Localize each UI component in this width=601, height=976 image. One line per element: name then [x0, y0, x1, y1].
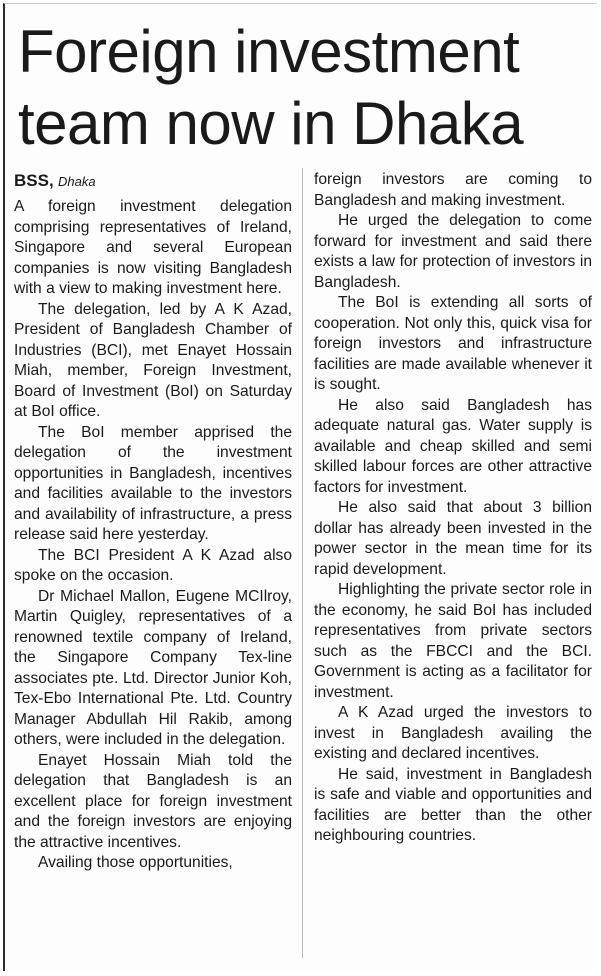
column-divider — [302, 168, 303, 958]
article-column-left — [14, 170, 292, 874]
byline-agency: BSS, — [14, 171, 54, 190]
paragraph: Dr Michael Mallon, Eugene MCIlroy, Martin Quigley, representatives of a renowned textile company of Ireland, the Singapore Company Tex-line associates pte. Ltd. Director Junior Koh, Tex-Ebo International Pte. Ltd. Country Manager Abdullah Hil Rakib, among others, were included in the delegation. — [14, 587, 292, 748]
paragraph: A foreign investment delegation comprising representatives of Ireland, Singapore and several European companies is now visiting Bangladesh with a view to making investment here. — [14, 198, 292, 297]
paragraph: He urged the delegation to come forward for investment and said there exists a law for protection of investors in Bangladesh. — [314, 212, 592, 291]
paragraph: Highlighting the private sector role in the economy, he said BoI has included representatives from private sectors such as the FBCCI and the BCI. Government is acting as a facilitator for investment. — [314, 581, 592, 701]
headline-line-1: Foreign investment — [18, 18, 520, 85]
paragraph: foreign investors are coming to Bangladesh and making investment. — [314, 171, 592, 209]
byline — [14, 170, 292, 193]
paragraph: The BoI member apprised the delegation of the investment opportunities in Bangladesh, incentives and facilities available to the investors and availability of infrastructure, a press release said here yesterday. — [14, 423, 292, 543]
headline-line-2: team now in Dhaka — [18, 90, 524, 157]
paragraph: He said, investment in Bangladesh is safe and viable and opportunities and facilities are better than the other neighbouring countries. — [314, 765, 592, 844]
paragraph: Enayet Hossain Miah told the delegation that Bangladesh is an excellent place for foreign investment and the foreign investors are enjoying the attractive incentives. — [14, 751, 292, 851]
paragraph: Availing those opportunities, — [38, 854, 233, 871]
paragraph: The BCI President A K Azad also spoke on the occasion. — [14, 546, 292, 584]
article-column-right — [314, 170, 592, 847]
paragraph: A K Azad urged the investors to invest in Bangladesh availing the existing and declared incentives. — [314, 704, 592, 762]
paragraph: He also said Bangladesh has adequate natural gas. Water supply is available and cheap skilled and semi skilled labour forces are other attractive factors for investment. — [314, 396, 592, 496]
paragraph: He also said that about 3 billion dollar has already been invested in the power sector in the mean time for its rapid development. — [314, 499, 592, 578]
paragraph: The delegation, led by A K Azad, President of Bangladesh Chamber of Industries (BCI), met Enayet Hossain Miah, member, Foreign Investment, Board of Investment (BoI) on Saturday at BoI office. — [14, 300, 292, 420]
byline-place: Dhaka — [58, 174, 96, 189]
paragraph: The BoI is extending all sorts of cooperation. Not only this, quick visa for foreign investors and infrastructure facilities are made available whenever it is sought. — [314, 294, 592, 393]
headline — [18, 16, 592, 160]
